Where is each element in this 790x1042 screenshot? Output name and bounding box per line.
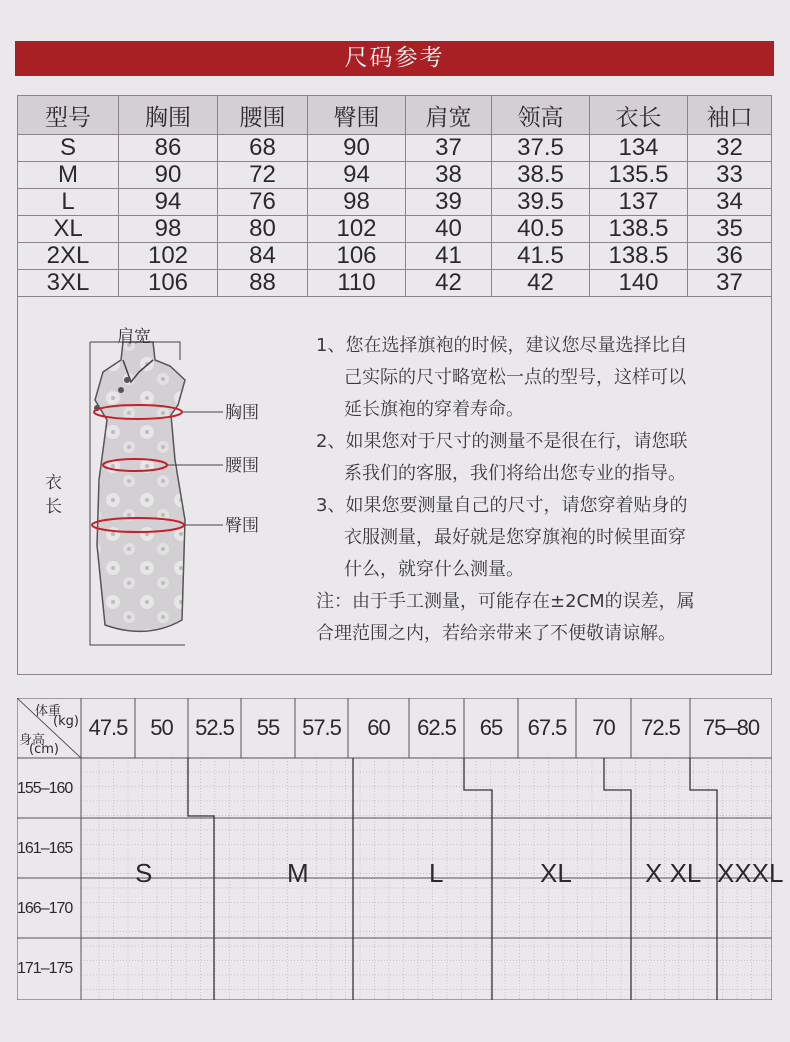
measure-cell: 37 xyxy=(406,135,492,162)
shoulder-label: 肩宽 xyxy=(117,327,151,347)
size-cell: XL xyxy=(18,216,119,243)
qipao-measurement-diagram xyxy=(35,320,285,660)
length-label-1: 衣 xyxy=(45,473,62,493)
weight-header-cell: 57.5 xyxy=(302,715,341,740)
size-table-header-row xyxy=(18,96,772,135)
measure-cell: 37 xyxy=(688,270,772,297)
size-region-label: L xyxy=(429,858,444,888)
measure-cell: 40 xyxy=(406,216,492,243)
measure-cell: 41 xyxy=(406,243,492,270)
size-notes xyxy=(316,330,736,650)
note-line: 1、您在选择旗袍的时候，建议您尽量选择比自 xyxy=(316,335,688,356)
page-title: 尺码参考 xyxy=(344,45,445,71)
measure-cell: 98 xyxy=(308,189,406,216)
size-region-boundary xyxy=(464,758,492,1000)
height-row-label: 166–170 xyxy=(17,900,73,917)
measure-cell: 102 xyxy=(119,243,218,270)
weight-label: 体重 xyxy=(35,704,62,719)
measure-cell: 38 xyxy=(406,162,492,189)
header-cell: 胸围 xyxy=(119,96,218,135)
length-label-2: 长 xyxy=(45,497,62,517)
weight-header-cell: 70 xyxy=(592,715,615,740)
weight-header-cell: 75–80 xyxy=(702,715,760,740)
measure-cell: 134 xyxy=(590,135,688,162)
height-unit: (cm) xyxy=(29,742,59,757)
measure-cell: 86 xyxy=(119,135,218,162)
size-region-boundary xyxy=(604,758,631,1000)
measure-cell: 37.5 xyxy=(492,135,590,162)
hip-label: 臀围 xyxy=(225,516,259,536)
measure-cell: 42 xyxy=(406,270,492,297)
weight-header-cell: 50 xyxy=(150,715,173,740)
size-region-label: X XL xyxy=(645,858,702,888)
measure-cell: 106 xyxy=(119,270,218,297)
waist-label: 腰围 xyxy=(225,456,259,476)
header-cell: 领高 xyxy=(492,96,590,135)
weight-header-cell: 60 xyxy=(367,715,390,740)
measure-cell: 42 xyxy=(492,270,590,297)
size-region-label: S xyxy=(135,858,153,888)
header-cell: 肩宽 xyxy=(406,96,492,135)
size-region-label: M xyxy=(287,858,309,888)
size-cell: 2XL xyxy=(18,243,119,270)
measure-cell: 98 xyxy=(119,216,218,243)
note-footer-line: 注：由于手工测量，可能存在±2CM的误差，属 xyxy=(316,591,695,612)
height-row-label: 171–175 xyxy=(17,960,73,977)
measure-cell: 135.5 xyxy=(590,162,688,189)
measure-cell: 90 xyxy=(119,162,218,189)
measure-cell: 94 xyxy=(308,162,406,189)
height-row-label: 155–160 xyxy=(17,780,73,797)
size-cell: M xyxy=(18,162,119,189)
header-cell: 衣长 xyxy=(590,96,688,135)
weight-header-cell: 72.5 xyxy=(641,715,680,740)
chest-label: 胸围 xyxy=(225,403,259,423)
size-table-row xyxy=(18,216,772,243)
note-line: 什么，就穿什么测量。 xyxy=(344,559,524,580)
measure-cell: 88 xyxy=(218,270,308,297)
measure-cell: 106 xyxy=(308,243,406,270)
measure-cell: 35 xyxy=(688,216,772,243)
size-table-row xyxy=(18,162,772,189)
size-cell: L xyxy=(18,189,119,216)
size-region-label: XXXL xyxy=(717,858,784,888)
header-cell: 腰围 xyxy=(218,96,308,135)
measure-cell: 40.5 xyxy=(492,216,590,243)
measure-cell: 34 xyxy=(688,189,772,216)
measure-cell: 68 xyxy=(218,135,308,162)
measure-cell: 102 xyxy=(308,216,406,243)
size-table-row xyxy=(18,189,772,216)
measure-cell: 41.5 xyxy=(492,243,590,270)
measure-cell: 39 xyxy=(406,189,492,216)
note-line: 2、如果您对于尺寸的测量不是很在行，请您联 xyxy=(316,431,688,452)
measure-cell: 76 xyxy=(218,189,308,216)
measure-cell: 72 xyxy=(218,162,308,189)
measure-cell: 33 xyxy=(688,162,772,189)
measure-cell: 137 xyxy=(590,189,688,216)
measure-cell: 110 xyxy=(308,270,406,297)
measure-cell: 94 xyxy=(119,189,218,216)
weight-header-cell: 47.5 xyxy=(88,715,128,740)
weight-header-cell: 65 xyxy=(479,715,503,740)
measure-cell: 138.5 xyxy=(590,243,688,270)
header-cell: 型号 xyxy=(18,96,119,135)
note-line: 系我们的客服，我们将给出您专业的指导。 xyxy=(344,463,686,484)
weight-header-cell: 62.5 xyxy=(417,715,456,740)
weight-header-cell: 67.5 xyxy=(527,715,567,740)
measure-cell: 140 xyxy=(590,270,688,297)
note-line: 己实际的尺寸略宽松一点的型号，这样可以 xyxy=(344,367,686,388)
measure-cell: 38.5 xyxy=(492,162,590,189)
note-footer-line: 合理范围之内，若给亲带来了不便敬请谅解。 xyxy=(316,623,676,644)
size-table-row xyxy=(18,135,772,162)
weight-header-cell: 55 xyxy=(256,715,280,740)
note-line: 衣服测量，最好就是您穿旗袍的时候里面穿 xyxy=(344,527,686,548)
measure-cell: 84 xyxy=(218,243,308,270)
page-title-banner xyxy=(15,41,774,76)
measure-cell: 36 xyxy=(688,243,772,270)
measure-cell: 39.5 xyxy=(492,189,590,216)
dress-silhouette xyxy=(94,342,185,631)
header-cell: 袖口 xyxy=(688,96,772,135)
size-chart xyxy=(17,698,784,1000)
size-table-row xyxy=(18,270,772,297)
weight-header-cell: 52.5 xyxy=(195,715,234,740)
height-label: 身高 xyxy=(19,733,46,748)
size-cell: S xyxy=(18,135,119,162)
size-cell: 3XL xyxy=(18,270,119,297)
measure-cell: 80 xyxy=(218,216,308,243)
header-cell: 臀围 xyxy=(308,96,406,135)
measure-cell: 32 xyxy=(688,135,772,162)
size-table xyxy=(17,95,772,297)
height-row-label: 161–165 xyxy=(17,840,73,857)
measure-cell: 138.5 xyxy=(590,216,688,243)
measure-cell: 90 xyxy=(308,135,406,162)
chart-corner xyxy=(17,698,81,758)
note-line: 延长旗袍的穿着寿命。 xyxy=(344,399,524,420)
weight-unit: (kg) xyxy=(53,714,79,729)
size-table-row xyxy=(18,243,772,270)
note-line: 3、如果您要测量自己的尺寸，请您穿着贴身的 xyxy=(316,495,688,516)
size-region-label: XL xyxy=(540,858,572,888)
